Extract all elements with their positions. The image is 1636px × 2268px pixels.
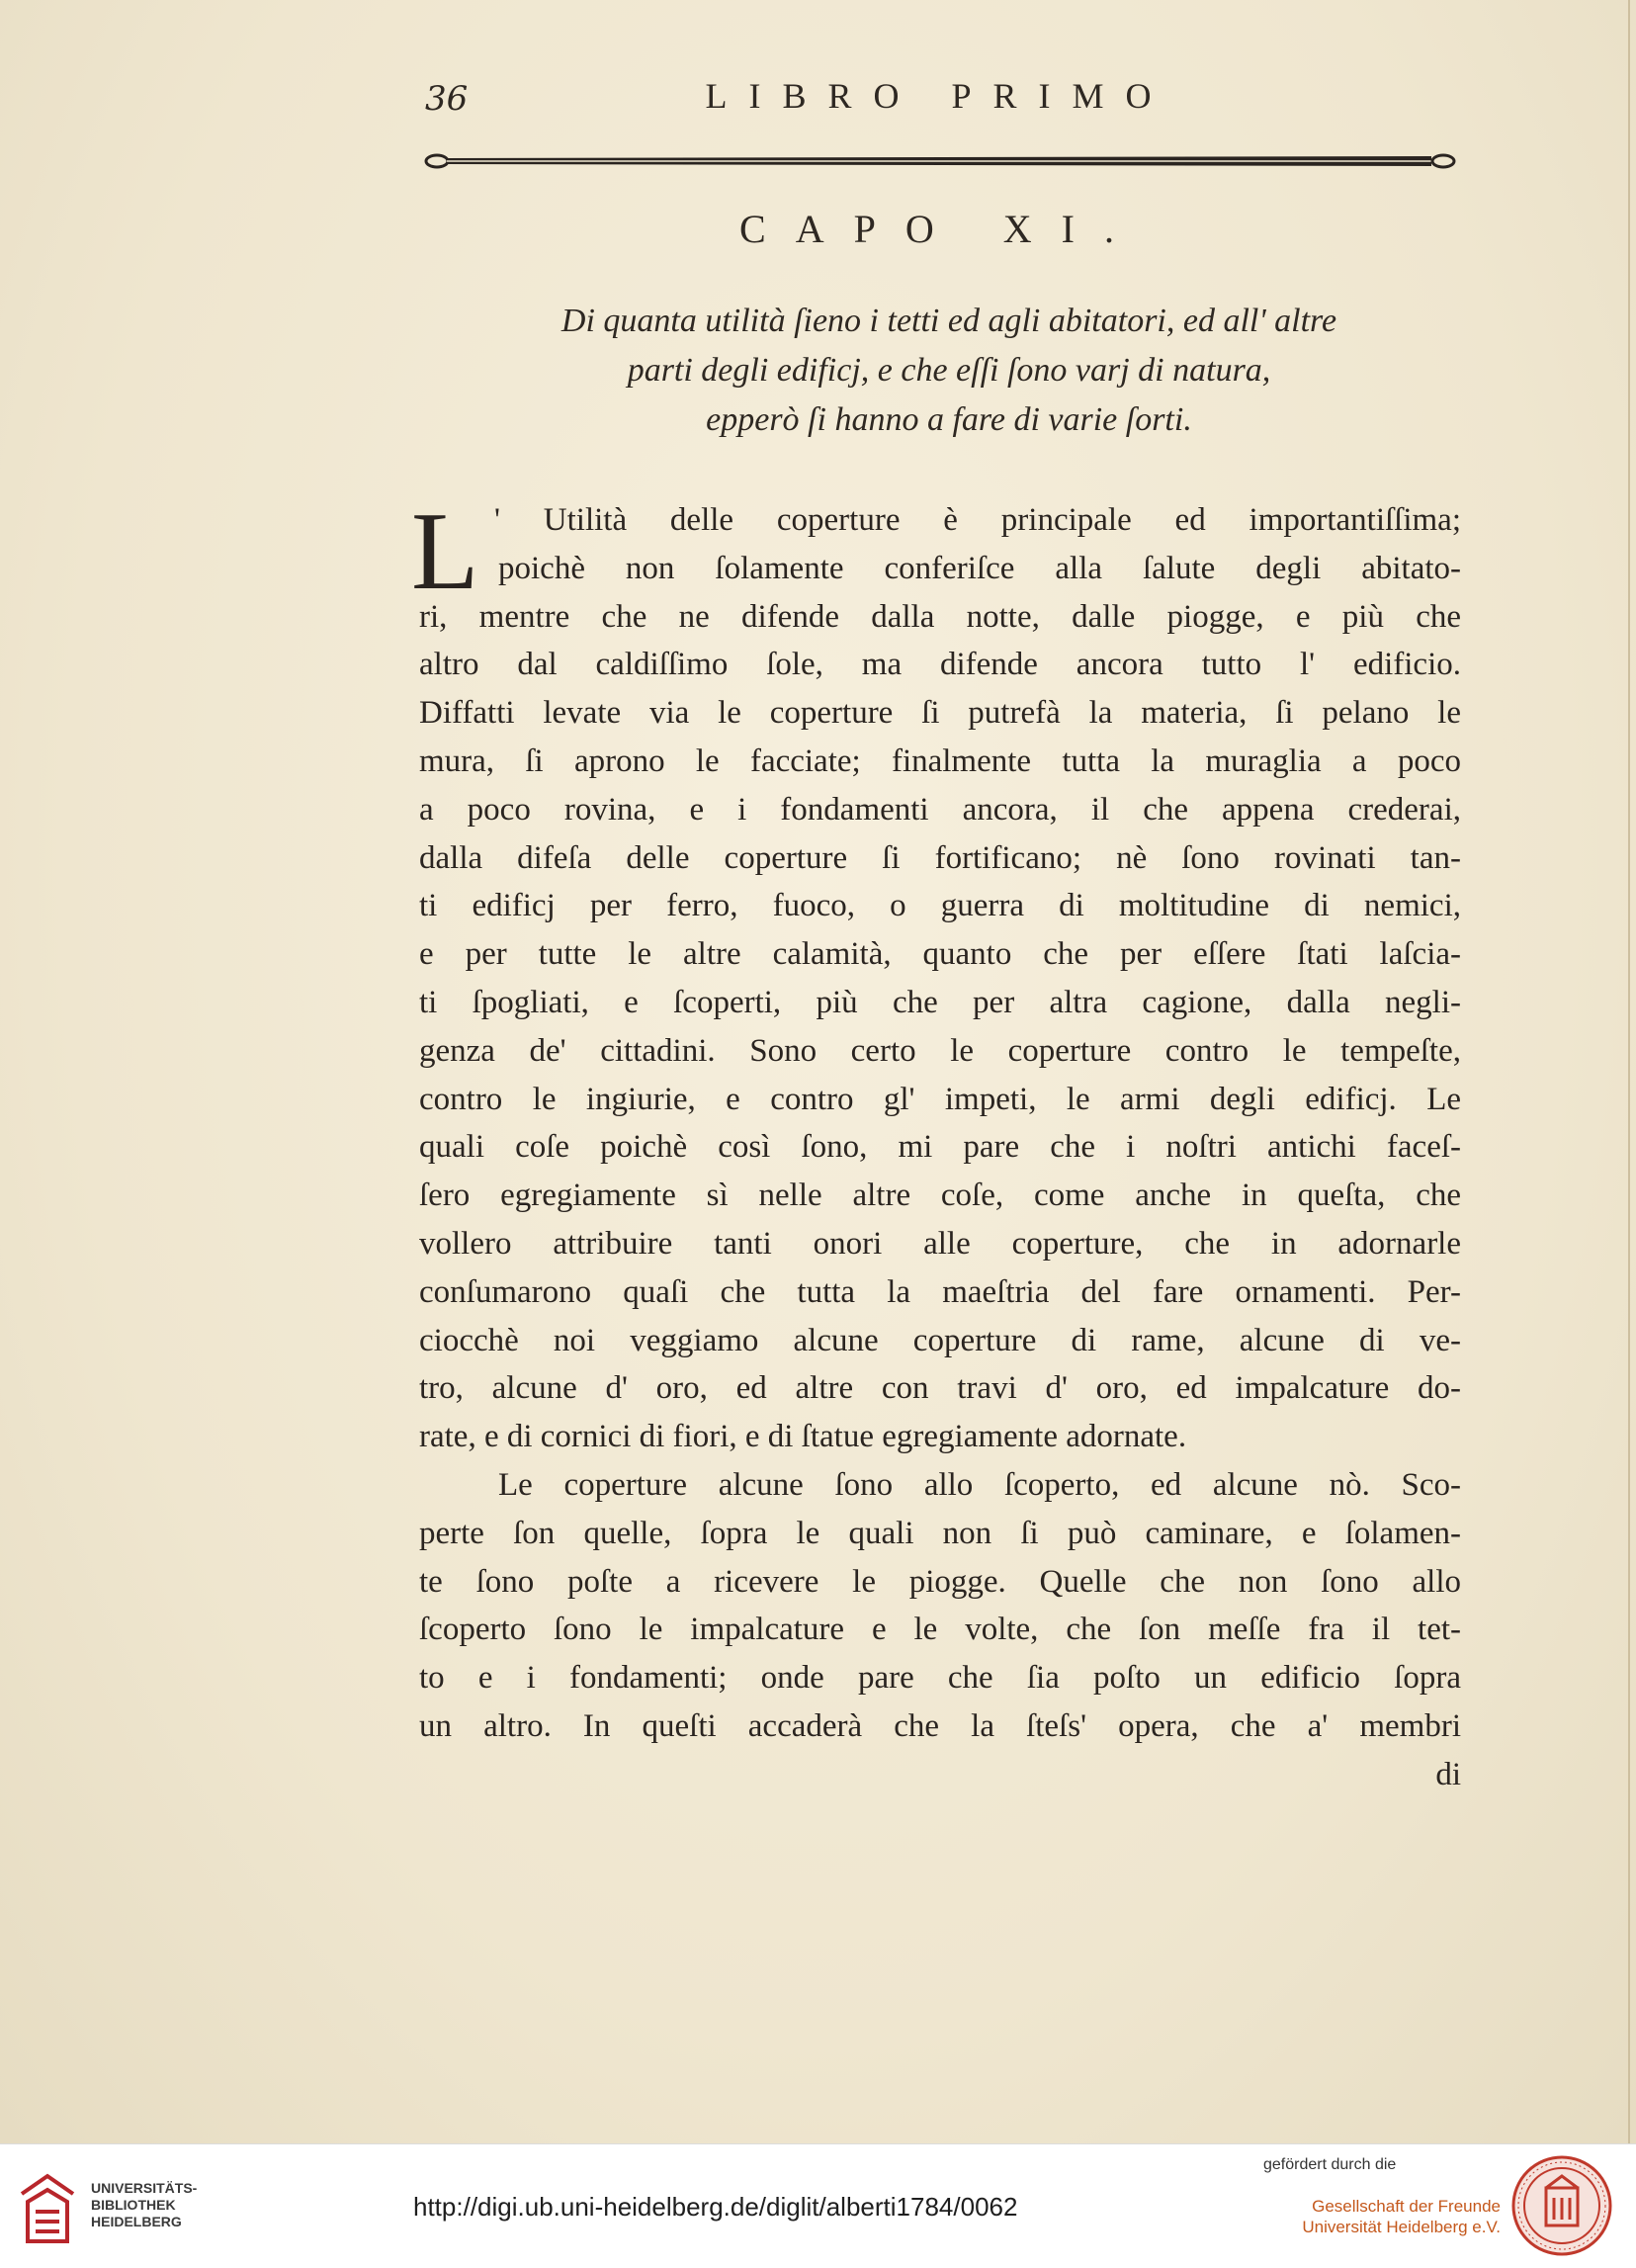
sponsor-label: gefördert durch die	[1263, 2156, 1397, 2173]
text-line: vollero attribuire tanti onori alle coperture, che in adornarle	[419, 1225, 1461, 1262]
page-header	[425, 67, 1458, 117]
permalink-url[interactable]: http://digi.ub.uni-heidelberg.de/diglit/alberti1784/0062	[413, 2192, 1018, 2222]
running-head: LIBRO PRIMO	[705, 76, 1173, 116]
drop-cap: L	[411, 490, 479, 613]
text-line: genza de' cittadini. Sono certo le coperture contro le tempeſte,	[419, 1032, 1461, 1069]
text-line: ciocchè noi veggiamo alcune coperture di rame, alcune di ve-	[419, 1322, 1461, 1358]
text-line: altro dal caldiſſimo ſole, ma difende ancora tutto l' edificio.	[419, 647, 1461, 683]
text-line: Le coperture alcune ſono allo ſcoperto, ed alcune nò. Sco-	[498, 1466, 1461, 1503]
text-line: perte ſon quelle, ſopra le quali non ſi può caminare, e ſolamen-	[419, 1515, 1461, 1551]
body-text	[411, 490, 1461, 1799]
text-line: poichè non ſolamente conferiſce alla ſalute degli abitato-	[498, 550, 1461, 586]
text-line: ti edificj per ferro, fuoco, o guerra di moltitudine di nemici,	[419, 888, 1461, 924]
text-line: e per tutte le altre calamità, quanto che per eſſere ſtati laſcia-	[419, 936, 1461, 973]
ornamental-rule	[423, 148, 1457, 174]
text-line: to e i fondamenti; onde pare che ſia poſto un edificio ſopra	[419, 1660, 1461, 1697]
text-line: Diffatti levate via le coperture ſi putrefà la materia, ſi pelano le	[419, 695, 1461, 732]
subtitle-line: epperò ſi hanno a fare di varie ſorti.	[706, 401, 1192, 438]
text-line: conſumarono quaſi che tutta la maeſtria del fare ornamenti. Per-	[419, 1273, 1461, 1310]
subtitle-line: Di quanta utilità ſieno i tetti ed agli abitatori, ed all' altre	[560, 303, 1337, 339]
text-line: ti ſpogliati, e ſcoperti, più che per altra cagione, dalla negli-	[419, 984, 1461, 1020]
digitization-footer	[0, 2143, 1636, 2268]
page-number: 36	[425, 79, 469, 119]
text-line: a poco rovina, e i fondamenti ancora, il che appena crederai,	[419, 791, 1461, 828]
subtitle-line: parti degli edificj, e che eſſi ſono varj di natura,	[627, 352, 1271, 389]
text-line: tro, alcune d' oro, ed altre con travi d' oro, ed impalcature do-	[419, 1370, 1461, 1407]
chapter-title: CAPO XI.	[739, 207, 1144, 251]
sponsor-name: Gesellschaft der Freunde Universität Heidelberg e.V.	[1302, 2197, 1501, 2236]
text-line: ri, mentre che ne difende dalla notte, dalle piogge, e più che	[419, 598, 1461, 635]
text-line: ' Utilità delle coperture è principale ed importantiſſima;	[494, 502, 1461, 538]
text-line: quali coſe poichè così ſono, mi pare che i noſtri antichi faceſ-	[419, 1129, 1461, 1166]
text-line: dalla difeſa delle coperture ſi fortificano; nè ſono rovinati tan-	[419, 839, 1461, 876]
library-name: UNIVERSITÄTS- BIBLIOTHEK HEIDELBERG	[91, 2180, 198, 2229]
text-line: contro le ingiurie, e contro gl' impeti, le armi degli edificj. Le	[419, 1081, 1461, 1117]
library-logo-icon	[18, 2172, 77, 2245]
chapter-subtitle	[435, 297, 1463, 445]
text-line: un altro. In queſti accaderà che la ſteſs' opera, che a' membri	[419, 1707, 1461, 1744]
text-line: ſero egregiamente sì nelle altre coſe, come anche in queſta, che	[419, 1178, 1461, 1214]
text-line: ſcoperto ſono le impalcature e le volte, che ſon meſſe fra il tet-	[419, 1612, 1461, 1648]
text-line: rate, e di cornici di fiori, e di ſtatue egregiamente adornate.	[419, 1419, 1187, 1455]
university-seal-icon	[1510, 2154, 1613, 2257]
page-edge	[1628, 0, 1630, 2143]
text-line: te ſono poſte a ricevere le piogge. Quelle che non ſono allo	[419, 1563, 1461, 1600]
catchword: di	[1435, 1756, 1461, 1792]
text-line: mura, ſi aprono le facciate; finalmente tutta la muraglia a poco	[419, 742, 1461, 779]
